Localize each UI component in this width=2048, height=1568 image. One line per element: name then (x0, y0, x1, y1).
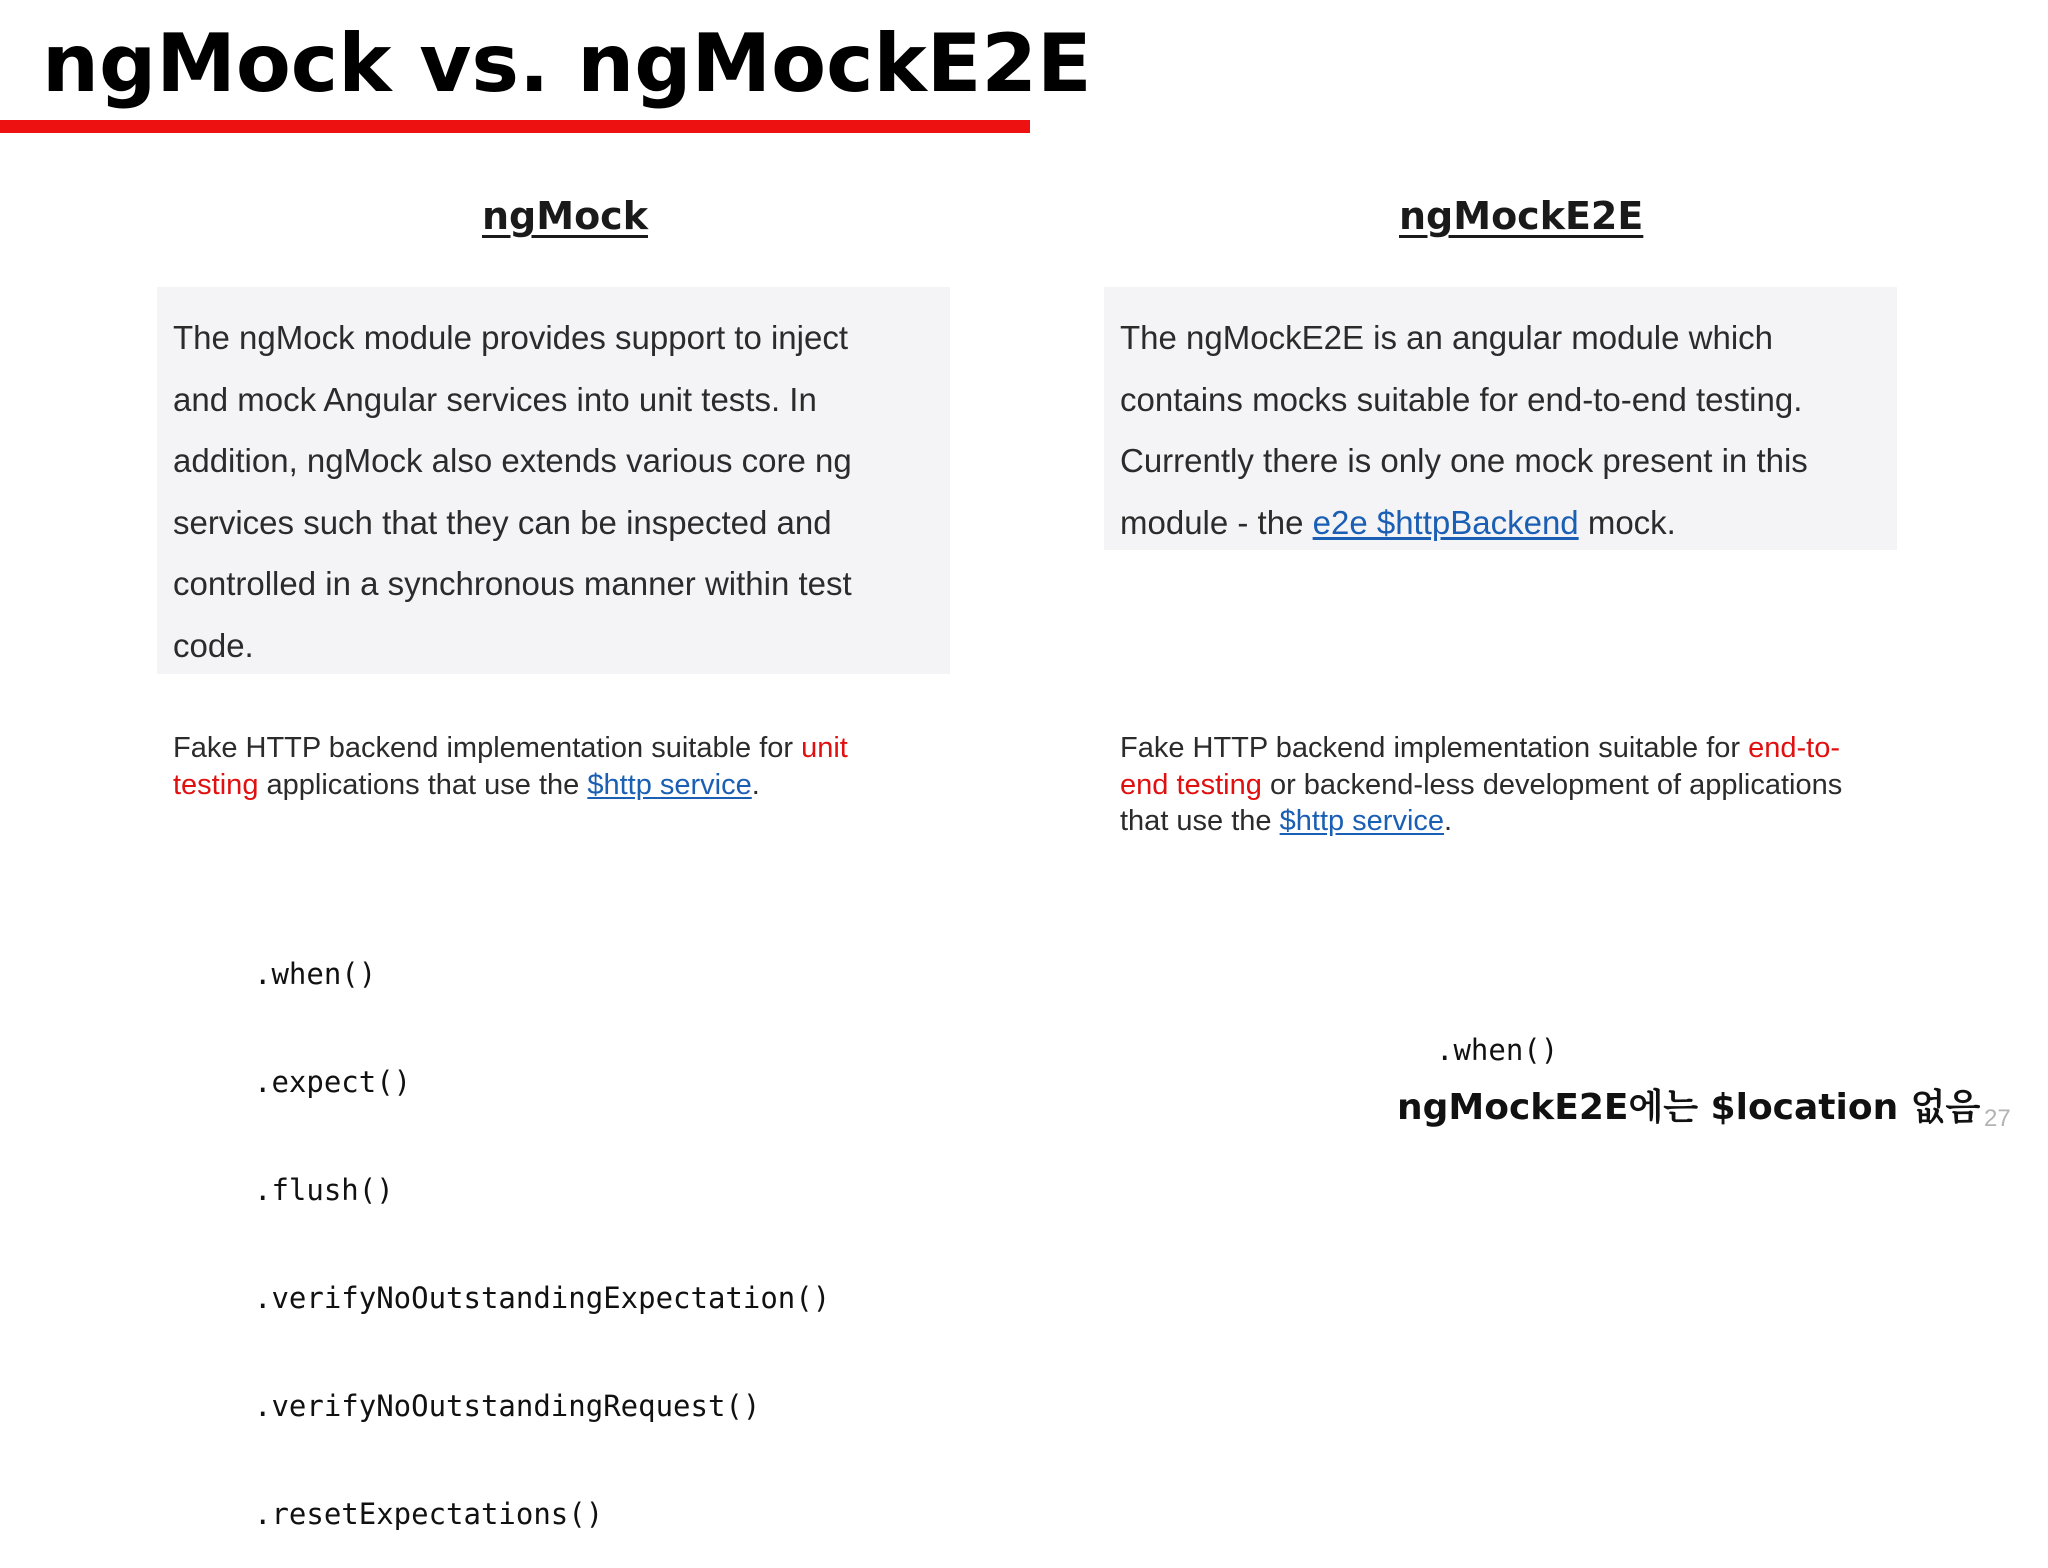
method-item: .when() (254, 957, 377, 991)
fake-backend-prefix: Fake HTTP backend implementation suitable for (173, 732, 802, 764)
method-item: .flush() (254, 1173, 394, 1207)
ngmock-description-line: The ngMock module provides support to inject (173, 319, 849, 356)
e2e-httpbackend-link[interactable]: e2e $httpBackend (1312, 503, 1579, 541)
fake-backend-suffix: applications that use the (258, 768, 588, 801)
method-item: .when() (1436, 1033, 1559, 1067)
ngmocke2e-description-line: contains mocks suitable for end-to-end testing. (1120, 380, 1803, 418)
ngmock-fake-backend-line-1 (173, 730, 933, 767)
slide-title: ngMock vs. ngMockE2E (42, 17, 1092, 110)
ngmock-description-box (157, 287, 950, 674)
method-item: .verifyNoOutstandingRequest() (254, 1389, 761, 1423)
ngmock-description-line: controlled in a synchronous manner within test (173, 565, 852, 602)
ngmocke2e-fake-backend-line-3 (1120, 803, 1890, 840)
description-last-prefix: module - the (1120, 503, 1313, 541)
fake-backend-end: . (1444, 805, 1453, 837)
fake-backend-end: . (751, 768, 760, 801)
ngmocke2e-description-box (1104, 287, 1897, 550)
ngmock-fake-backend-line-2 (173, 767, 933, 804)
ngmock-description-line: addition, ngMock also extends various core ng (173, 442, 852, 479)
unit-testing-highlight: testing (173, 768, 259, 801)
page-number: 27 (1984, 1105, 2011, 1132)
ngmocke2e-description-line (1120, 492, 1881, 554)
end-to-end-testing-highlight: end-to- (1748, 732, 1840, 764)
fake-backend-line3-prefix: that use the (1120, 805, 1280, 837)
method-item: .expect() (254, 1065, 412, 1099)
ngmocke2e-fake-backend-line-1 (1120, 730, 1890, 767)
ngmock-method-list (254, 884, 830, 1568)
http-service-link[interactable]: $http service (587, 768, 752, 801)
ngmock-description-line: and mock Angular services into unit tests. In (173, 380, 817, 418)
heading-ngmock: ngMock (482, 194, 648, 238)
ngmock-fake-backend-text (173, 730, 933, 803)
method-item: .verifyNoOutstandingExpectation() (254, 1281, 831, 1315)
ngmock-description-line: code. (173, 626, 254, 664)
fake-backend-prefix: Fake HTTP backend implementation suitable for (1120, 732, 1749, 764)
ngmocke2e-description-line: Currently there is only one mock present in this (1120, 442, 1808, 479)
ngmocke2e-fake-backend-text (1120, 730, 1890, 840)
end-to-end-testing-highlight: end testing (1120, 768, 1262, 801)
location-footnote: ngMockE2E에는 $location 없음 (1397, 1087, 1981, 1128)
title-underline-bar (0, 120, 1030, 133)
ngmocke2e-fake-backend-line-2 (1120, 767, 1890, 804)
fake-backend-middle: or backend-less development of applications (1261, 768, 1843, 801)
ngmocke2e-description (1120, 307, 1881, 553)
method-item: .resetExpectations() (254, 1497, 604, 1531)
description-last-suffix: mock. (1578, 503, 1676, 541)
ngmock-description-line: services such that they can be inspected and (173, 503, 832, 541)
ngmocke2e-description-line: The ngMockE2E is an angular module which (1120, 319, 1774, 356)
unit-testing-highlight: unit (801, 732, 848, 764)
ngmock-description (173, 307, 934, 676)
http-service-link[interactable]: $http service (1279, 805, 1445, 837)
heading-ngmocke2e: ngMockE2E (1399, 194, 1644, 238)
